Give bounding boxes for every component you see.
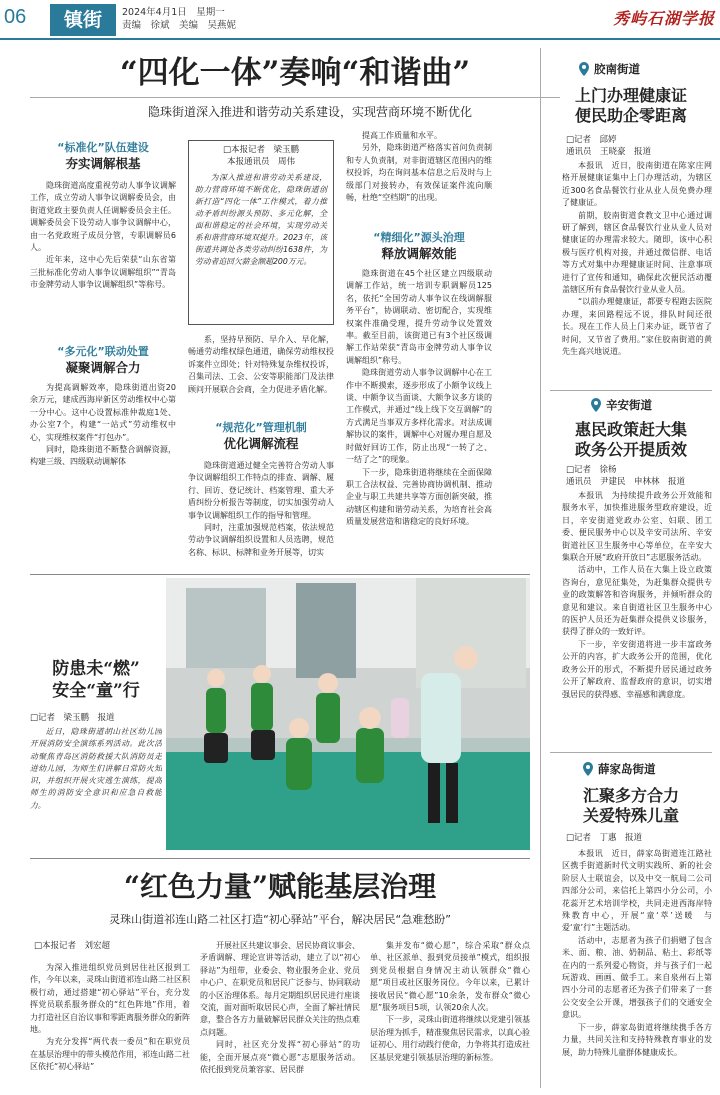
- b3-location-name: 薛家岛街道: [598, 762, 656, 776]
- b1-p1: 本报讯 近日，胶南街道在陈家庄网格开展健康证集中上门办理活动，为辖区近300名食品餐饮行业从业人员免费办理了健康证。: [562, 161, 712, 208]
- b3-p2: 活动中，志愿者为孩子们捐赠了包含米、面、粮、油、奶制品、粘土、彩纸等在内的一系列爱心物资，并与孩子们一起玩游戏、画画、做手工。来自泉州石上第四小分司的志愿者还为孩子们带来了一套公交安全公开课，增强孩子们的交通安全意识。: [562, 935, 712, 1020]
- newspaper-logo: 秀屿石湖学报: [612, 9, 715, 28]
- b3-byline: □记者 丁惠 报道: [566, 833, 643, 843]
- b2-p3: 下一步，辛安街道将进一步丰富政务公开的内容，扩大政务公开的范围，优化政务公开的形式，不断提升居民通过政务公开了解政府、监督政府的意识，切实增强居民的获得感、幸福感和满意度。: [562, 639, 712, 699]
- s3-p1: 系，坚持早预防、早介入、早化解，畅通劳动维权绿色通道，确保劳动维权投诉案件立即处；针对特殊复杂维权投诉，召集司法、工会、公安等职能部门及法律顾问开展联合会商，全力促进矛盾化解。: [188, 335, 334, 394]
- b1-p2: 前期，胶南街道食教文卫中心通过调研了解到，辖区食品餐饮行业从业人员对健康证的办理需求较大。随即，该中心积极与医疗机构对接，并通过微信群、电话等方式对集中办理健康证时间、注意事项进行了宣传和通知，确保此次便民活动覆盖辖区所有食品餐饮行业从业人员。: [562, 210, 712, 295]
- bottom-c2-p1: 开展社区共建议事会、居民协商议事会、矛盾调解、理论宣讲等活动，建立了以“初心驿站”为纽带，业委会、物业服务企业、党员中心户、在职党员和居民广泛参与、协同联动的小区治理体系。每月定期组织居民进行座谈交流，面对面听取居民心声，全面了解社情民意，整合各方力量破解居民群众关注的热点难点问题。: [200, 941, 360, 1037]
- b2-location: [590, 398, 710, 414]
- location-pin-icon: [582, 762, 594, 776]
- top-subhead: 隐珠街道深入推进和谐劳动关系建设，实现营商环境不断优化: [147, 105, 472, 119]
- s6-p3: 下一步，隐珠街道将继续在全面保障职工合法权益、完善协商协调机制、推动企业与职工共建共享等方面创新突破，推动辖区构建和谐劳动关系，为培育社会高质量发展营造和谐稳定的良好环境。: [346, 467, 492, 527]
- b2-byline: □记者 徐杨 通讯员 尹建民 申林林 报道: [566, 465, 686, 487]
- s1-body: [30, 180, 176, 342]
- s1-subtitle: 夯实调解根基: [65, 156, 141, 171]
- s2-p1: 为提高调解效率，隐珠街道出资20余万元，建成西海岸新区劳动维权中心第一分中心。这中心设置标准仲裁庭1处、办公室7个，构建“一站式”劳动维权中心，实现维权案件“打包办”。: [30, 383, 176, 442]
- column-rule: [540, 48, 541, 1088]
- s5-p1: 提高工作质量和水平。: [362, 131, 442, 140]
- bottom-col1: [30, 962, 190, 1092]
- feature-title: 防患未“燃” 安全“童”行: [52, 659, 140, 701]
- bottom-col3: [370, 940, 530, 1092]
- divider-bottom: [30, 858, 530, 859]
- kindergarten-fire-drill-photo: [166, 578, 530, 850]
- b1-p3: “以前办理健康证，都要专程跑去医院办理，来回路程远不说，排队时间还很长。现在工作人员上门来办证，既节省了时间，又节省了费用。”家住胶南街道的黄先生高兴地说道。: [562, 297, 712, 357]
- b2-location-name: 辛安街道: [606, 398, 652, 412]
- b2-title: 惠民政策赶大集 政务公开提质效: [574, 420, 687, 459]
- bottom-col2: [200, 940, 360, 1092]
- bottom-c3-p2: 下一步，灵珠山街道将继续以党建引领基层治理为抓手，精准聚焦居民需求，以真心验证初心、用行动践行使命，力争将其打造成社区基层党建引领基层治理的新标签。: [370, 1015, 530, 1062]
- b1-title: 上门办理健康证 便民助企零距离: [574, 86, 687, 125]
- s2-body: [30, 382, 176, 570]
- b2-body: [562, 490, 712, 746]
- photo-illustration: [166, 578, 530, 850]
- s1-title: “标准化”队伍建设: [57, 141, 149, 154]
- staff-text: 责编 徐斌 美编 吴燕妮: [122, 20, 237, 31]
- b3-rule: [550, 752, 712, 753]
- s2-p2: 同时，隐珠街道不断整合调解资源，构建三级、四级联动调解体: [30, 445, 176, 467]
- s4-body: [188, 460, 334, 572]
- s3-title: “规范化”管理机制: [215, 421, 307, 434]
- s5-p2: 另外，隐珠街道严格落实首问负责制和专人负责制，对非街道辖区范围内的维权投诉，均在询问基本信息之后及时与上级部门对接转办，有效保证案件流向顺畅，杜绝“空档期”的出现。: [346, 143, 492, 203]
- top-lead: 为深入推进和谐劳动关系建设，助力营商环境不断优化，隐珠街道创新打造“四化一体”工作模式，着力推动矛盾纠纷源头预防、多元化解，全面和谐稳定的社会环境，实现劳动关系和谐营商环境双提升。2023年，该街道共调处各类劳动纠纷1638件，为劳动者追回欠薪金额超200万元。: [195, 173, 327, 266]
- b2-p2: 活动中，工作人员在大集上设立政策咨询台，意见征集处，为赶集群众提供专业的政策解答和咨询服务，并倾听群众的意见和建议。来自街道社区卫生服务中心的医护人员还为赶集群众提供义诊服务，获得了群众的一致好评。: [562, 565, 712, 637]
- location-pin-icon: [590, 398, 602, 412]
- top-byline: □本报记者 梁玉鹏 本报通讯员 周伟: [222, 145, 300, 167]
- s4-subtitle: 释放调解效能: [381, 246, 457, 261]
- b1-location-name: 胶南街道: [594, 62, 640, 76]
- date-line: [122, 6, 322, 32]
- s6-body: [346, 268, 492, 568]
- top-headline: “四化一体”奏响“和谐曲”: [30, 48, 560, 98]
- s6-p2: 隐珠街道劳动人事争议调解中心在工作中不断摸索，逐步形成了小额争议线上谈、中额争议当面谈、大额争议多方谈的工作模式，并通过“线上线下交互调解”的方式满足当事双方多样化需求。对法成调解协议的案件，调解中心对履办理自愿及时做好回访工作，防止出现“一转了之、一结了之”的现象。: [346, 368, 492, 465]
- bottom-byline: □本报记者 刘宏超: [34, 941, 111, 951]
- b1-body: [562, 160, 712, 380]
- s2-title: “多元化”联动处置: [57, 345, 149, 358]
- s3-body: [188, 334, 334, 414]
- divider: [30, 574, 530, 575]
- b3-body: [562, 848, 712, 1092]
- bottom-headline: “红色力量”赋能基层治理: [123, 870, 437, 903]
- bottom-subhead: 灵珠山街道祁连山路二社区打造“初心驿站”平台，解决居民“急难愁盼”: [109, 913, 451, 926]
- section-name: 镇街: [50, 4, 116, 36]
- s2-subtitle: 凝聚调解合力: [65, 360, 141, 375]
- b1-location: [578, 62, 708, 78]
- s3-subtitle: 优化调解流程: [223, 436, 299, 451]
- feature-caption: 近日，隐珠街道胡山社区幼儿园开展消防安全演练系列活动。此次活动聚焦青岛区消防救援大队消防员走进幼儿园，为师生们讲解日常防火知识，并组织开展火灾逃生演练，提高师生的消防安全意识和应急自救能力。: [30, 727, 162, 810]
- page-number: 06: [4, 6, 27, 28]
- lead-box: [188, 140, 334, 325]
- b3-p3: 下一步，薛家岛街道将继续携手各方力量，共同关注和支持特殊教育事业的发展，助力特殊儿童群体健康成长。: [562, 1022, 712, 1057]
- b2-p1: 本报讯 为持续提升政务公开效能和服务水平，加快推进服务型政府建设，近日，辛安街道党政办公室、妇联、团工委、便民服务中心以及辛安司法所、辛安街道社区卫生服务中心等单位，在辛安大集联合开展“政府开放日”志愿服务活动。: [562, 491, 712, 563]
- s5-body: [346, 130, 492, 220]
- s4-p2: 同时，注重加强规范档案，依法规范劳动争议调解组织设置和人员选聘，规范名称、标识、标牌和业务开展等，切实: [188, 523, 334, 557]
- s4-title: “精细化”源头治理: [373, 231, 465, 244]
- feature-byline: □记者 梁玉鹏 报道: [30, 713, 115, 723]
- s6-p1: 隐珠街道在45个社区建立四级联动调解工作站，统一培训专职调解员125名，依托“全国劳动人事争议在线调解服务平台”，协调联动、密切配合，实现维权案件准确受理，提升劳动争议处置效率。截至目前，该街道已有3个社区级调解工作站荣获“青岛市金牌劳动人事争议调解组织”称号。: [346, 269, 492, 365]
- b1-byline: □记者 邱婷 通讯员 王晓豪 报道: [566, 135, 652, 157]
- b2-rule: [550, 390, 712, 391]
- b3-title: 汇聚多方合力 关爱特殊儿童: [582, 786, 679, 825]
- b3-location: [582, 762, 712, 778]
- bottom-c1-p1: 为深入推进组织党员到居住社区报到工作，今年以来，灵珠山街道祁连山路二社区积极行动，通过搭建“初心驿站”平台，充分发挥党员联系服务群众的“红色阵地”作用，着力打造社区自治议事和零距离服务群众的新阵地。: [30, 963, 190, 1035]
- s1-p2: 近年来，这中心先后荣获“山东省第三批标准化劳动人事争议调解组织”“青岛市金牌劳动人事争议调解组织”等称号。: [30, 255, 176, 290]
- date-text: 2024年4月1日 星期一: [122, 7, 225, 18]
- bottom-c2-p2: 同时，社区充分发挥“初心驿站”的功能，全面开展点亮“微心愿”志愿服务活动。依托报到党员兼容家、居民群: [200, 1040, 360, 1075]
- s1-p1: 隐珠街道高度重视劳动人事争议调解工作，成立劳动人事争议调解委员会，由街道党政主要负责人任调解委员会主任。调解委员会下设劳动人事争议调解中心，由一名党政班子成员分管，专职调解员6人。: [30, 181, 176, 253]
- bottom-c1-p2: 为充分发挥“两代表一委员”和在职党员在基层治理中的带头模范作用，祁连山路二社区依托“初心驿站”: [30, 1037, 190, 1072]
- s4-p1: 隐珠街道通过健全完善符合劳动人事争议调解组织工作特点的排查、调解、履行、回访、登记统计、档案管理、重大矛盾纠纷分析报告等制度，切实加强劳动人事争议调解组织工作的指导和管理。: [188, 461, 334, 520]
- bottom-c3-p1: 集并发布“微心愿”，综合采取“群众点单、社区派单、报到党员接单”模式，组织报到党员根据自身情况主动认领群众“微心愿”项目或社区服务岗位。今年以来，已累计接收居民“微心愿”10余条，发布群众“微心愿”服务项目5项，认领20余人次。: [370, 941, 530, 1013]
- location-pin-icon: [578, 62, 590, 76]
- b3-p1: 本报讯 近日，薛家岛街道连江路社区携手街道新时代文明实践所、新的社会阶层人士联谊会，以及中交一航局二公司四部分公司，来信托上第四小分公司，小花蕊开艺术培训学校，共同走进西海岸特殊教育中心，开展“童‘萃’送暖 与爱‘童’行”主题活动。: [562, 849, 712, 933]
